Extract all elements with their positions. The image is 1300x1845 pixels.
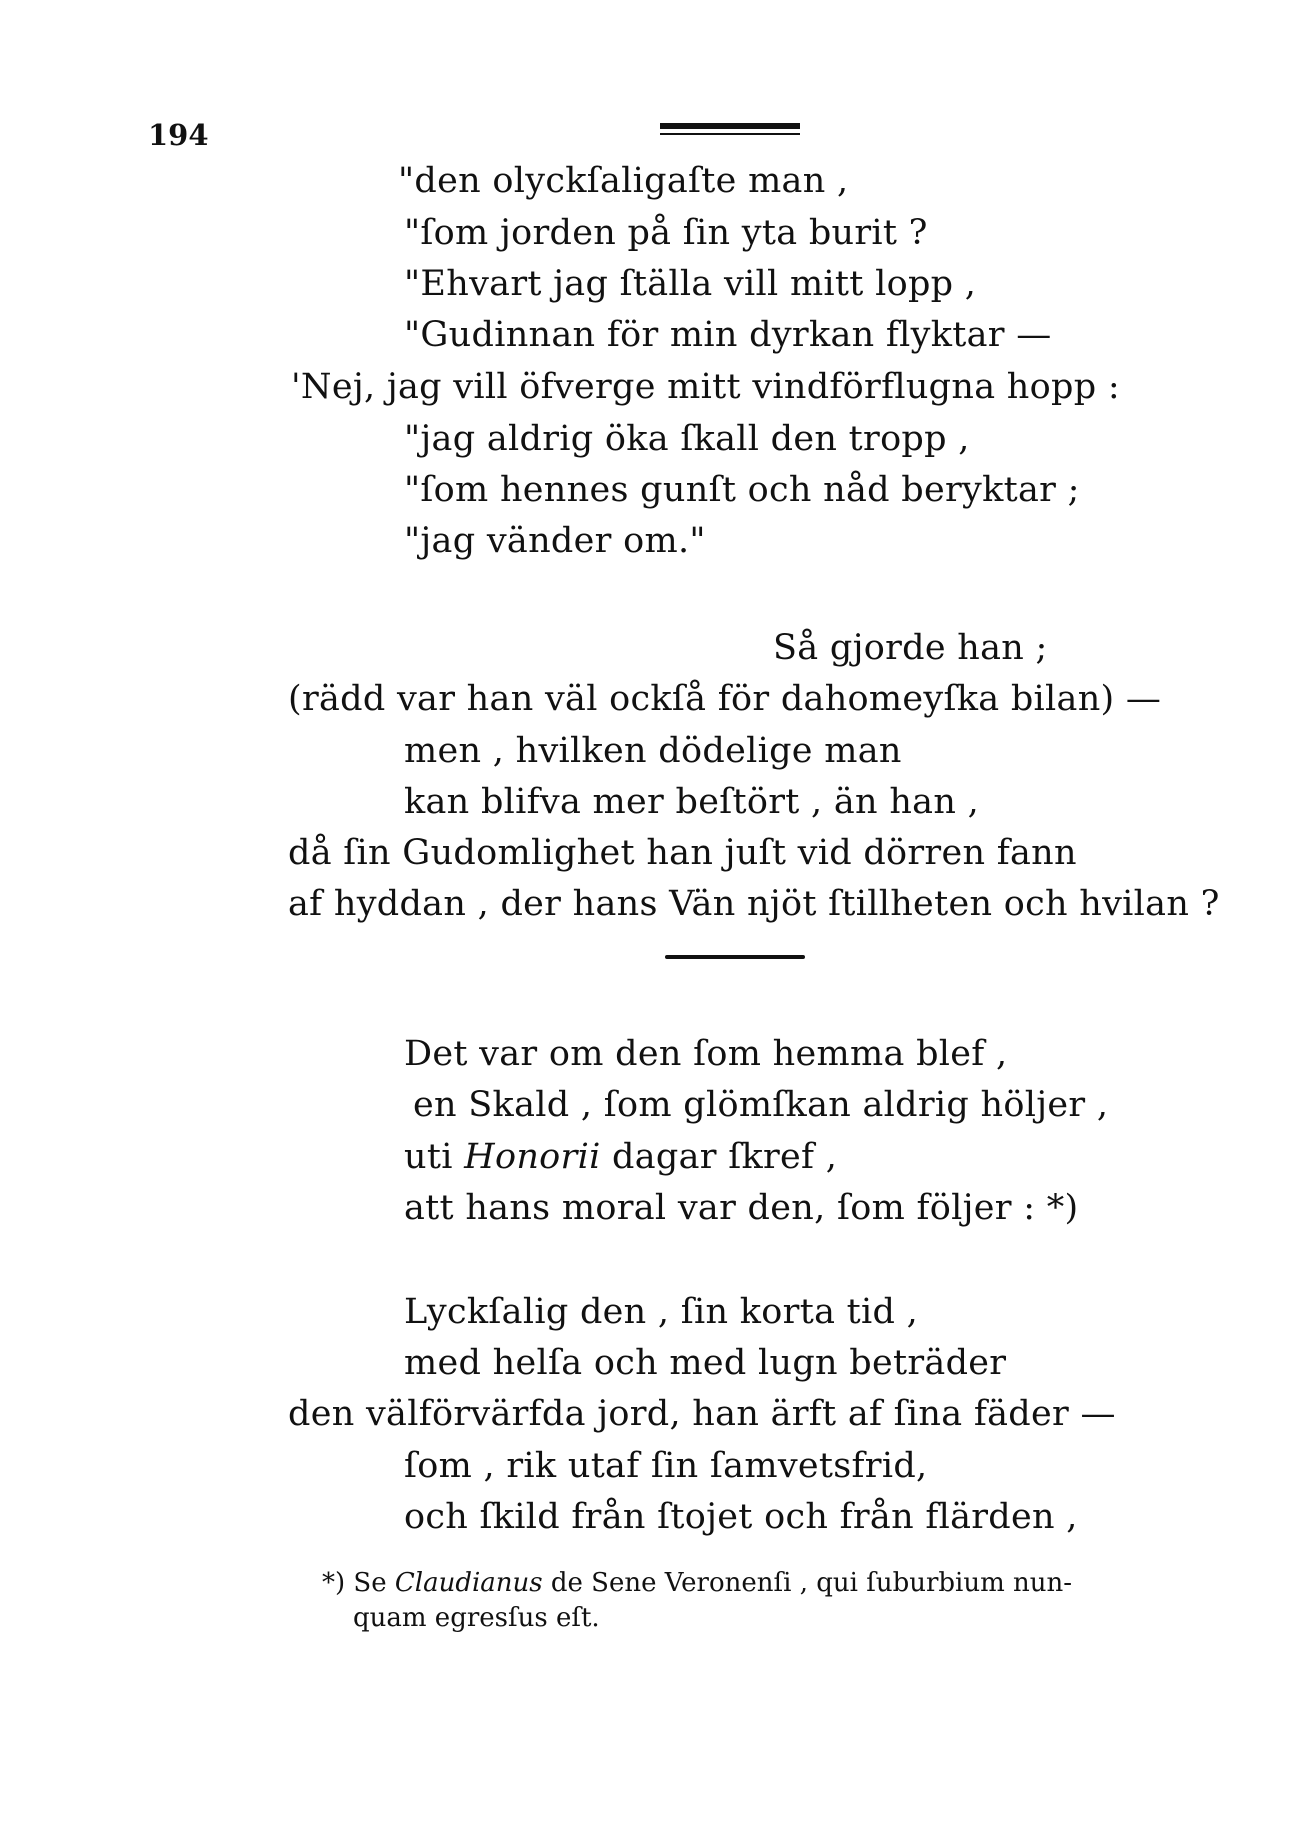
header-rule-thin [660,133,800,135]
stanza2-line-6: af hyddan , der hans Vän njöt ſtillheten och hvilan ? [288,884,1220,924]
stanza3-dagar: dagar ſkref , [612,1137,838,1177]
stanza4-line-1: Lyckſalig den , ſin korta tid , [404,1292,919,1332]
footnote-line-2: quam egresſus eſt. [353,1603,600,1633]
stanza4-line-5: och ſkild från ſtojet och från flärden , [404,1497,1078,1537]
stanza4-line-2: med helſa och med lugn beträder [404,1343,1007,1383]
footnote-author: Claudianus [394,1568,543,1598]
stanza4-line-3: den välförvärfda jord, han ärft af ſina fäder — [288,1394,1116,1434]
stanza1-line-1: "den olyckſaligaſte man , [398,161,849,201]
stanza3-line-1: Det var om den ſom hemma blef , [404,1034,1008,1074]
stanza2-line-3: men , hvilken dödelige man [404,731,902,771]
stanza1-line-3: "Ehvart jag ſtälla vill mitt lopp , [404,264,977,304]
stanza4-line-4: ſom , rik utaf ſin ſamvetsfrid, [404,1446,928,1486]
stanza2-line-5: då ſin Gudomlighet han juſt vid dörren fann [288,833,1077,873]
footnote-marker: *) Se [322,1568,387,1598]
stanza1-line-7: "ſom hennes gunſt och nåd beryktar ; [404,470,1080,510]
section-divider [665,955,805,959]
stanza3-line-2: en Skald , ſom glömſkan aldrig höljer , [413,1085,1109,1125]
footnote-line-1 [322,1568,1072,1598]
footnote-text-1: de Sene Veronenſi , qui ſuburbium nun- [550,1568,1073,1598]
stanza1-line-4: "Gudinnan för min dyrkan flyktar — [404,315,1052,355]
stanza3-uti: uti [404,1137,453,1177]
stanza1-line-6: "jag aldrig öka ſkall den tropp , [404,419,970,459]
stanza3-line-3 [404,1137,837,1177]
header-rule-thick [660,123,800,129]
stanza3-honorii: Honorii [464,1137,601,1177]
stanza3-line-4: att hans moral var den, ſom följer : *) [404,1188,1079,1228]
stanza1-line-5: 'Nej, jag vill öfverge mitt vindförflugna hopp : [291,367,1120,407]
stanza2-line-4: kan blifva mer beſtört , än han , [404,782,980,822]
stanza2-line-1: Så gjorde han ; [773,628,1048,668]
stanza1-line-8: "jag vänder om." [404,521,706,561]
stanza2-line-2: (rädd var han väl ockſå för dahomeyſka bilan) — [288,679,1162,719]
stanza1-line-2: "ſom jorden på ſin yta burit ? [404,213,928,253]
page-number: 194 [148,118,209,152]
